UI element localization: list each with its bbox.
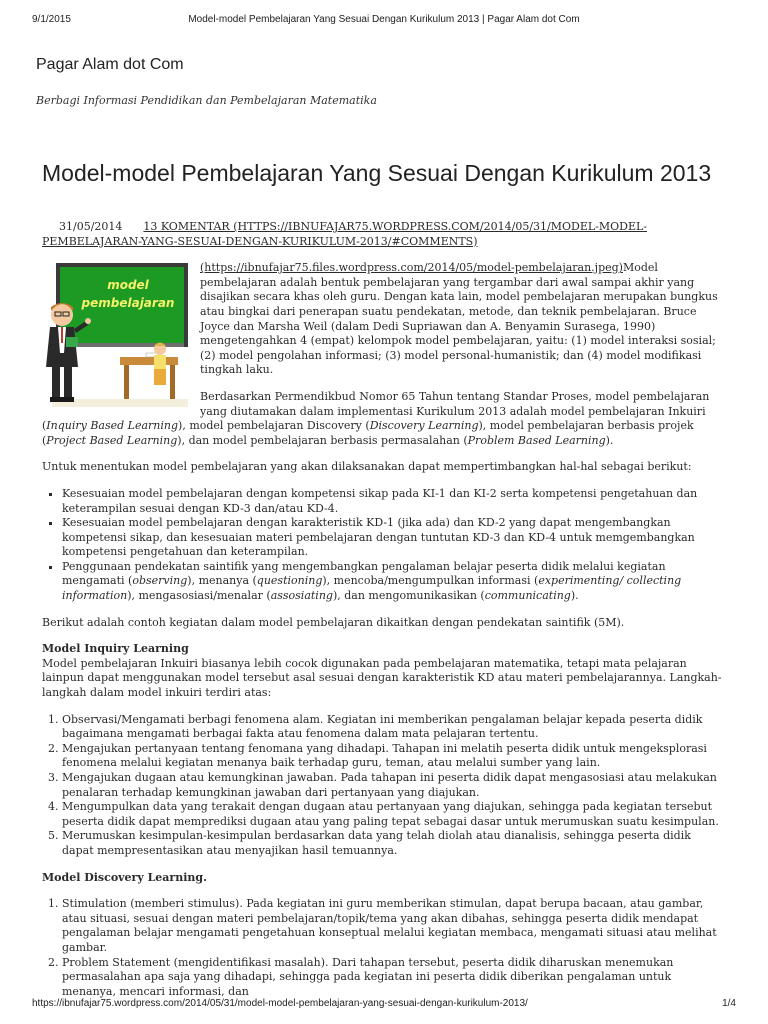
discovery-steps (42, 897, 722, 999)
list-item: 1. Observasi/Mengamati berbagi fenomena alam. Kegiatan ini memberikan pengalaman belajar kepada peserta didik bagaimana mengamati berbagai fakta atau fenomena dalam mata pelajaran tertentu. (62, 713, 722, 742)
text: ), model pembelajaran Discovery ( (178, 419, 370, 433)
considerations-list (42, 487, 722, 604)
board-text-model: model (107, 278, 149, 293)
inquiry-intro: Model pembelajaran Inkuiri biasanya lebih cocok digunakan pada pembelajaran matematika, tetapi mata pelajaran lainpun dapat menggunakan model tersebut asal sesuai dengan karakteristik KD atau materi pembelajarannya. Langkah-langkah dalam model inkuiri terdiri atas: (42, 656, 722, 700)
image-link[interactable]: (https://ibnufajar75.files.wordpress.com/2014/05/model-pembelajaran.jpeg) (200, 261, 623, 275)
text: ). (605, 433, 614, 447)
text: ), model pembelajaran berbasis projek ( (42, 419, 694, 447)
text: ), menanya ( (187, 574, 257, 588)
intro-text: Model pembelajaran adalah bentuk pembelajaran yang tergambar dari awal sampai akhir yang disajikan secara khas oleh guru. Dengan kata lain, model pembelajaran merupakan bungkus atau bingkai dari penerapan suatu pendekatan, metode, dan teknik pembelajaran. Bruce Joyce dan Marsha Weil (dalam Dedi Supriawan dan A. Benyamin Surasega, 1990) mengetengahkan 4 (empat) kelompok model pembelajaran, yaitu: (1) model interaksi sosial; (2) model pengolahan informasi; (3) model personal-humanistik; dan (4) model modifikasi tingkah laku. (200, 261, 718, 377)
list-item: 2. Mengajukan pertanyaan tentang fenomana yang dihadapi. Tahapan ini melatih peserta didik untuk mengeksplorasi fenomena melalui kegiatan menanya baik terhadap guru, teman, atau melalui sumber yang lain. (62, 742, 722, 771)
site-title[interactable]: Pagar Alam dot Com (36, 56, 184, 73)
list-item: 3. Mengajukan dugaan atau kemungkinan jawaban. Pada tahapan ini peserta didik dapat mengasosiasi atau melakukan penalaran terhadap kemungkinan jawaban dari pertanyaan yang diajukan. (62, 771, 722, 800)
term: communicating (484, 589, 571, 603)
board-text-pembelajaran: pembelajaran (81, 296, 175, 311)
print-footer (32, 998, 736, 1012)
term: Inquiry Based Learning (46, 419, 179, 433)
text: Berdasarkan Permendikbud Nomor 65 Tahun tentang Standar Proses, model pembelajaran yang diutamakan dalam implementasi Kurikulum 2013 adalah model pembelajaran Inkuiri ( (42, 389, 710, 433)
text: ), dan mengomunikasikan ( (332, 589, 485, 603)
term: Discovery Learning (369, 419, 479, 433)
text: Penggunaan pendekatan saintifik yang mengembangkan pengalaman belajar peserta didik melalui kegiatan mengamati ( (62, 559, 666, 588)
considerations-intro: Untuk menentukan model pembelajaran yang akan dilaksanakan dapat mempertimbangkan hal-hal sebagai berikut: (42, 460, 692, 474)
post-content (42, 220, 722, 1011)
inquiry-steps (42, 713, 722, 859)
post-date: 31/05/2014 (59, 220, 123, 233)
print-page-title: Model-model Pembelajaran Yang Sesuai Dengan Kurikulum 2013 | Pagar Alam dot Com (188, 14, 580, 25)
post-title: Model-model Pembelajaran Yang Sesuai Dengan Kurikulum 2013 (42, 160, 712, 186)
text: ), dan model pembelajaran berbasis permasalahan ( (177, 433, 468, 447)
discovery-section (42, 871, 722, 886)
term: observing (132, 574, 188, 588)
discovery-heading: Model Discovery Learning. (42, 870, 207, 884)
term: experimenting/ collecting information (62, 574, 682, 603)
page-number: 1/4 (722, 998, 736, 1009)
site-description: Berbagi Informasi Pendidikan dan Pembelajaran Matematika (36, 94, 377, 107)
teacher-illustration (42, 263, 194, 411)
inquiry-heading: Model Inquiry Learning (42, 642, 189, 656)
term: questioning (256, 574, 323, 588)
comments-link[interactable]: 13 KOMENTAR (HTTPS://IBNUFAJAR75.WORDPRESS.COM/2014/05/31/MODEL-MODEL-PEMBELAJARAN-YANG-SESUAI-DENGAN-KURIKULUM-2013/#COMMENTS) (42, 220, 648, 248)
term: assosiating (270, 589, 333, 603)
post-meta (42, 220, 722, 249)
inquiry-section (42, 642, 722, 700)
text: ), mencoba/mengumpulkan informasi ( (322, 574, 539, 588)
print-url: https://ibnufajar75.wordpress.com/2014/05/31/model-model-pembelajaran-yang-sesuai-dengan-kurikulum-2013/ (32, 998, 528, 1009)
list-item: 1. Stimulation (memberi stimulus). Pada kegiatan ini guru memberikan stimulan, dapat berupa bacaan, atau gambar, atau situasi, sesuai dengan materi pembelajaran/topik/tema yang akan dibahas, sehingga peserta didik mendapat pengalaman belajar mengamati pengetahuan konseptual melalui kegiatan membaca, mengamati situasi atau melihat gambar. (62, 897, 722, 955)
list-item: ▪ Kesesuaian model pembelajaran dengan karakteristik KD-1 (jika ada) dan KD-2 yang dapat mengembangkan kompetensi sikap, dan kesesuaian materi pembelajaran dengan tuntutan KD-3 dan KD-4 untuk memgembangkan kompetensi pengetahuan dan keterampilan. (62, 516, 722, 560)
term: Project Based Learning (46, 433, 178, 447)
text: ), mengasosiasi/menalar ( (127, 589, 271, 603)
list-item: 2. Problem Statement (mengidentifikasi masalah). Dari tahapan tersebut, peserta didik diharuskan menemukan permasalahan apa saja yang dihadapi, sehingga pada kegiatan ini peserta didik diberikan pengalaman untuk menanya, mencari informasi, dan (62, 956, 722, 1000)
list-item (62, 560, 722, 604)
term: Problem Based Learning (467, 433, 606, 447)
list-item: ▪ Kesesuaian model pembelajaran dengan kompetensi sikap pada KI-1 dan KI-2 serta kompetensi pengetahuan dan keterampilan sesuai dengan KD-3 dan/atau KD-4. (62, 487, 722, 516)
list-item: 4. Mengumpulkan data yang terakait dengan dugaan atau pertanyaan yang diajukan, sehingga pada kegiatan tersebut peserta didik dapat memprediksi dugaan atau yang paling tepat sebagai dasar untuk merumuskan suatu kesimpulan. (62, 800, 722, 829)
text: ). (570, 589, 579, 603)
print-date: 9/1/2015 (32, 14, 71, 25)
list-item: 5. Merumuskan kesimpulan-kesimpulan berdasarkan data yang telah diolah atau dianalisis, sehingga peserta didik dapat mempresentasikan atau menyajikan hasil temuannya. (62, 829, 722, 858)
featured-image[interactable] (42, 263, 194, 411)
print-header (32, 14, 736, 28)
example-intro: Berikut adalah contoh kegiatan dalam model pembelajaran dikaitkan dengan pendekatan saintifik (5M). (42, 615, 625, 629)
